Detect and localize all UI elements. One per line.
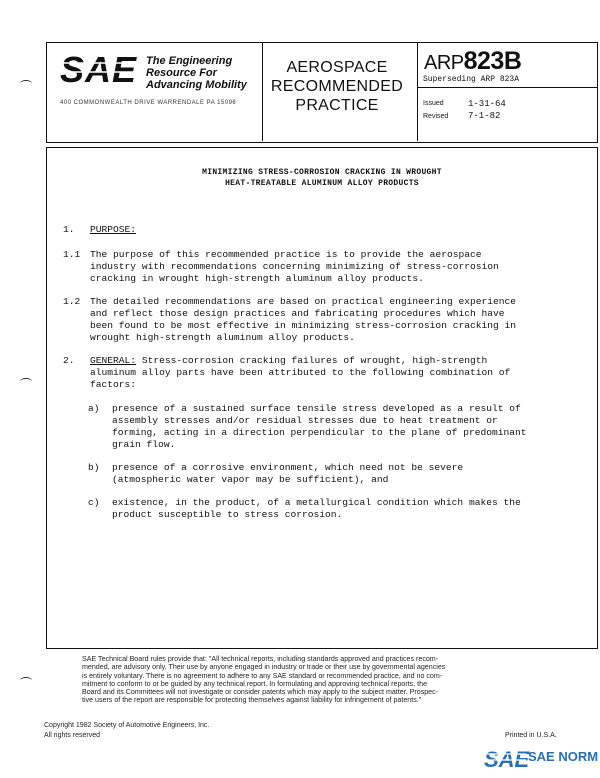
paragraph-line: and reflect those design practices and fabricating procedures which have: [90, 308, 505, 319]
paragraph-line: been found to be most effective in minimizing stress-corrosion cracking in: [90, 320, 517, 331]
sae-logo: [60, 52, 138, 86]
paragraph-line: wrought high-strength aluminum alloy products.: [90, 332, 355, 343]
svg-text:SAE: SAE: [60, 52, 136, 86]
rights-reserved: All rights reserved: [44, 732, 101, 739]
content-box: [46, 147, 598, 649]
doc-title-line-2: HEAT-TREATABLE ALUMINUM ALLOY PRODUCTS: [225, 179, 419, 188]
section-first-line: [90, 355, 487, 367]
superseding: Superseding ARP 823A: [423, 75, 520, 84]
section-heading: PURPOSE:: [90, 224, 137, 235]
paragraph-line: factors:: [90, 379, 137, 390]
revised-date: 7-1-82: [468, 111, 501, 121]
list-line: forming, acting in a direction perpendicular to the plane of predominant: [112, 427, 527, 438]
doc-type: AEROSPACE RECOMMENDED PRACTICE: [270, 59, 404, 114]
copyright: Copyright 1982 Society of Automotive Engineers, Inc.: [44, 722, 210, 729]
list-label: a): [88, 403, 100, 414]
list-line: product susceptible to stress corrosion.: [112, 509, 343, 520]
doc-number: ARP823B: [424, 47, 522, 75]
doc-title-line-1: MINIMIZING STRESS-CORROSION CRACKING IN WROUGHT: [202, 168, 442, 177]
paragraph-line: industry with recommendations concerning minimizing of stress-corrosion: [90, 261, 499, 272]
list-label: c): [88, 497, 100, 508]
printed-in: Printed in U.S.A.: [505, 732, 557, 739]
list-line: (atmospheric water vapor may be sufficient), and: [112, 474, 389, 485]
section-number: 1.: [63, 224, 75, 235]
paragraph-line: cracking in wrought high-strength aluminum alloy products.: [90, 273, 424, 284]
list-line: grain flow.: [112, 439, 176, 450]
section-heading: GENERAL:: [90, 355, 137, 366]
divider: [417, 42, 418, 141]
issued-label: Issued: [423, 100, 444, 107]
list-line: existence, in the product, of a metallurgical condition which makes the: [112, 497, 521, 508]
watermark: [484, 745, 599, 778]
issued-date: 1-31-64: [468, 99, 506, 109]
list-line: presence of a sustained surface tensile stress developed as a result of: [112, 403, 521, 414]
svg-text:SAE: SAE: [484, 747, 530, 772]
tagline: The Engineering Resource For Advancing Mobility: [146, 55, 247, 91]
technical-board-notice: SAE Technical Board rules provide that: "All technical reports, including standards approved and practices recom- mended, are advisory only. Their use by anyone engaged in industry or trade or their use by governmental agencies is entirely voluntary. There is no agreement to adhere to any SAE standard or recommended practice, and no com- mitment to conform to or be guided by any technical report. In formulating and approving technical reports, the Board and its Committees will not investigate or consider patents which may apply to the subject matter. Prospec- tive users of the report are responsible for protecting themselves against liability for infringement of patents.": [82, 655, 446, 705]
paragraph-line: The purpose of this recommended practice is to provide the aerospace: [90, 249, 482, 260]
punch-mark: [20, 378, 32, 385]
paragraph-line: The detailed recommendations are based on practical engineering experience: [90, 296, 517, 307]
section-text: Stress-corrosion cracking failures of wrought, high-strength: [136, 355, 488, 366]
paragraph-number: 1.2: [63, 296, 81, 307]
divider: [417, 87, 597, 88]
watermark-text: SAE NORM: [528, 749, 599, 764]
address: 400 COMMONWEALTH DRIVE WARRENDALE PA 15096: [60, 100, 237, 106]
section-number: 2.: [63, 355, 75, 366]
paragraph-number: 1.1: [63, 249, 81, 260]
paragraph-line: aluminum alloy parts have been attributed to the following combination of: [90, 367, 511, 378]
list-line: assembly stresses and/or residual stresses due to heat treatment or: [112, 415, 498, 426]
punch-mark: [20, 677, 32, 684]
list-line: presence of a corrosive environment, which need not be severe: [112, 462, 464, 473]
list-label: b): [88, 462, 100, 473]
revised-label: Revised: [423, 113, 449, 120]
punch-mark: [20, 80, 32, 87]
